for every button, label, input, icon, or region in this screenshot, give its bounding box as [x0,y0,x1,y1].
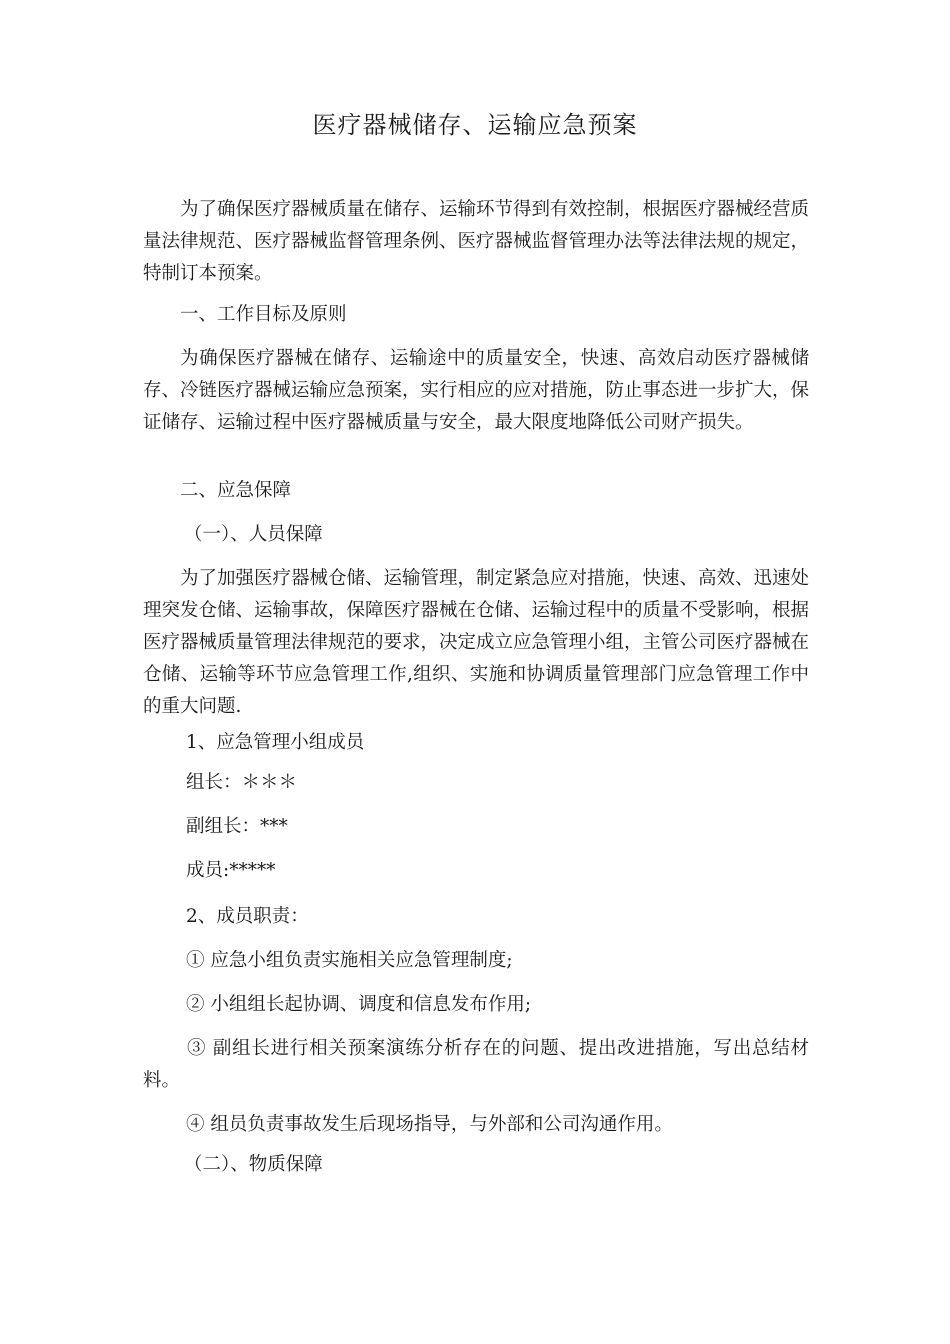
team-leader: 组长：＊＊＊ [186,772,298,793]
subsection2-heading: （二）、物质保障 [184,1154,323,1175]
team-deputy: 副组长：*** [186,816,288,837]
intro-paragraph: 为了确保医疗器械质量在储存、运输环节得到有效控制，根据医疗器械经营质量法律规范、医疗器械监督管理条例、医疗器械监督管理办法等法律法规的规定，特制订本预案。 [143,199,810,284]
document-title: 医疗器械储存、运输应急预案 [312,111,638,139]
duty-item-1: ① 应急小组负责实施相关应急管理制度; [186,950,513,971]
section1-paragraph: 为确保医疗器械在储存、运输途中的质量安全，快速、高效启动医疗器械储存、冷链医疗器械运输应急预案，实行相应的应对措施，防止事态进一步扩大，保证储存、运输过程中医疗器械质量与安全，最大限度地降低公司财产损失。 [143,348,810,433]
section1-heading: 一、工作目标及原则 [180,304,347,325]
duty-item-2: ② 小组组长起协调、调度和信息发布作用; [186,994,532,1015]
section2-heading: 二、应急保障 [180,480,292,501]
team-heading: 1、应急管理小组成员 [186,732,365,753]
subsection1-paragraph: 为了加强医疗器械仓储、运输管理，制定紧急应对措施，快速、高效、迅速处理突发仓储、运输事故，保障医疗器械在仓储、运输过程中的质量不受影响，根据医疗器械质量管理法律规范的要求，决定成立应急管理小组，主管公司医疗器械在仓储、运输等环节应急管理工作,组织、实施和协调质量管理部门应急管理工作中的重大问题. [143,568,810,717]
subsection1-heading: （一）、人员保障 [184,524,323,545]
duty-item-4: ④ 组员负责事故发生后现场指导，与外部和公司沟通作用。 [186,1114,673,1135]
duties-heading: 2、成员职责： [186,906,309,927]
team-members: 成员:***** [186,860,276,881]
duty-item-3: ③ 副组长进行相关预案演练分析存在的问题、提出改进措施，写出总结材料。 [143,1038,809,1091]
